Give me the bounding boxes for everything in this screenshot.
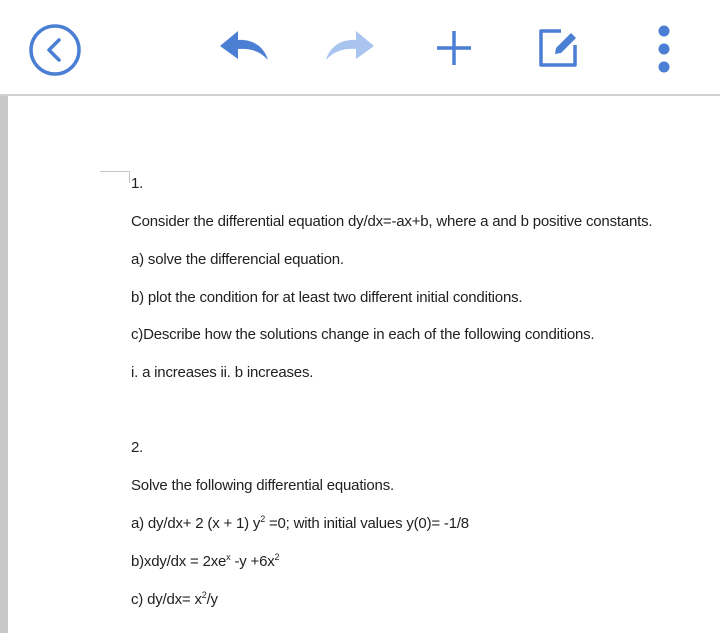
back-circle-icon [28,23,82,77]
margin-marker [100,171,129,172]
plus-icon [434,28,474,68]
question-2-intro: Solve the following differential equations. [131,477,394,494]
undo-button[interactable] [212,22,276,70]
question-1-part-a: a) solve the differencial equation. [131,251,344,268]
question-1-intro: Consider the differential equation dy/dx=-ax+b, where a and b positive constants. [131,213,653,230]
margin-marker-vertical [129,171,130,183]
document-page[interactable] [8,96,720,633]
q2a-text-post: =0; with initial values y(0)= -1/8 [265,515,469,532]
redo-icon [322,26,378,66]
question-1-cases: i. a increases ii. b increases. [131,364,314,381]
q2c-text-pre: c) dy/dx= x [131,591,202,608]
q2b-text-pre: b)xdy/dx = 2xe [131,553,227,570]
question-2-part-b [131,553,279,570]
q2a-text-pre: a) dy/dx+ 2 (x + 1) y [131,515,261,532]
question-2-number: 2. [131,439,144,456]
question-1-part-b: b) plot the condition for at least two different initial conditions. [131,289,523,306]
more-options-button[interactable] [646,20,682,78]
q2c-exponent: 2 [201,590,207,600]
edit-icon [535,25,581,71]
q2b-exponent-1: x [226,552,231,562]
q2a-exponent: 2 [260,514,266,524]
question-2-part-c [131,591,218,608]
question-1-number: 1. [131,175,144,192]
edit-button[interactable] [530,20,586,76]
more-vert-icon [654,23,674,75]
add-button[interactable] [428,20,480,76]
page-gutter [0,96,8,633]
q2b-text-mid: -y +6x [230,553,275,570]
top-toolbar [0,0,720,96]
back-button[interactable] [27,22,83,78]
q2b-exponent-2: 2 [274,552,280,562]
undo-icon [216,26,272,66]
q2c-text-post: /y [206,591,218,608]
redo-button[interactable] [318,22,382,70]
question-1-part-c: c)Describe how the solutions change in each of the following conditions. [131,326,595,343]
question-2-part-a [131,515,469,532]
